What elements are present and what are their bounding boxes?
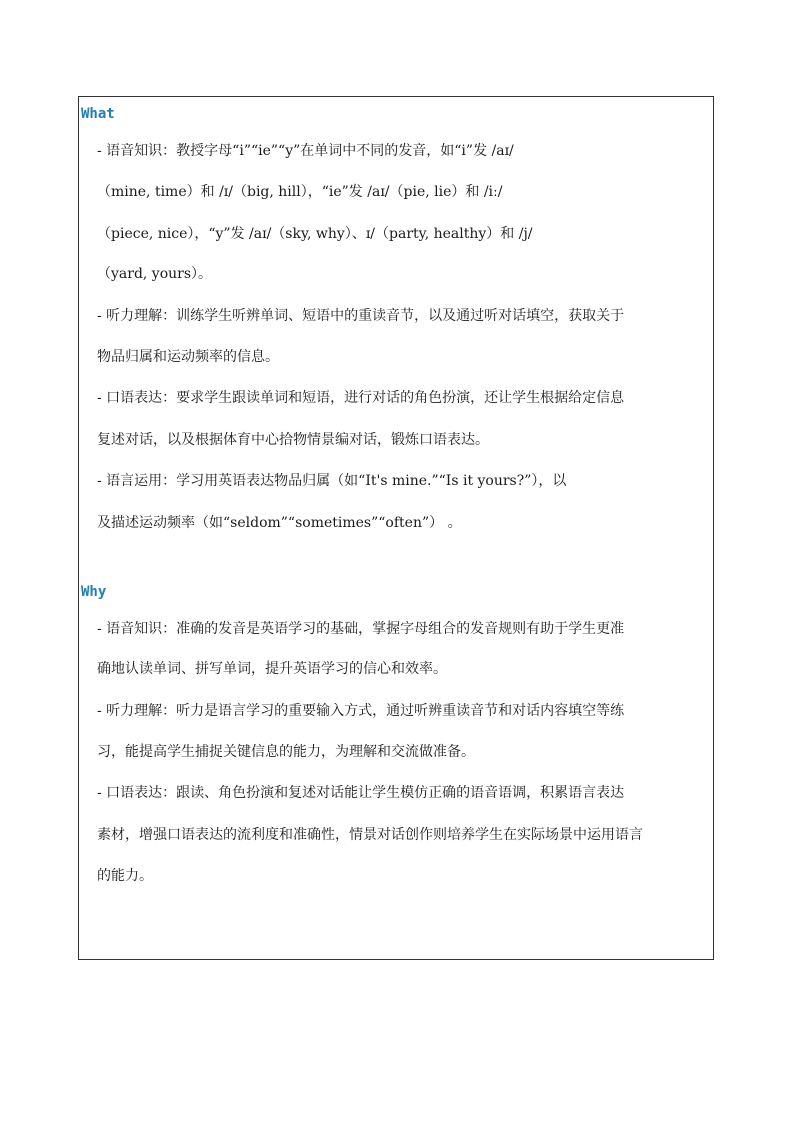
- what-line-8: 复述对话，以及根据体育中心拾物情景编对话，锻炼口语表达。: [97, 432, 489, 448]
- why-line-5: - 口语表达：跟读、角色扮演和复述对话能让学生模仿正确的语音语调，积累语言表达: [97, 785, 625, 801]
- why-line-6: 素材，增强口语表达的流利度和准确性，情景对话创作则培养学生在实际场景中运用语言: [97, 827, 643, 843]
- what-line-2: （mine, time）和 /ɪ/（big, hill），“ie”发 /aɪ/（pie, lie）和 /iː/: [97, 184, 503, 200]
- why-line-4: 习，能提高学生捕捉关键信息的能力，为理解和交流做准备。: [97, 744, 475, 760]
- what-line-6: 物品归属和运动频率的信息。: [97, 349, 279, 365]
- what-line-7: - 口语表达：要求学生跟读单词和短语，进行对话的角色扮演，还让学生根据给定信息: [97, 390, 625, 406]
- what-line-9: - 语言运用：学习用英语表达物品归属（如“It's mine.”“Is it yours?”），以: [97, 473, 567, 489]
- why-line-1: - 语音知识：准确的发音是英语学习的基础，掌握字母组合的发音规则有助于学生更准: [97, 621, 625, 637]
- why-line-7: 的能力。: [97, 868, 153, 884]
- what-line-4: （yard, yours）。: [97, 266, 213, 282]
- what-line-10: 及描述运动频率（如“seldom”“sometimes”“often”） 。: [97, 515, 462, 531]
- why-heading: Why: [81, 584, 107, 600]
- what-line-5: - 听力理解：训练学生听辨单词、短语中的重读音节，以及通过听对话填空，获取关于: [97, 308, 625, 324]
- what-line-1: - 语音知识：教授字母“i”“ie”“y”在单词中不同的发音，如“i”发 /aɪ/: [97, 143, 514, 159]
- content-frame: [78, 96, 714, 960]
- what-line-3: （piece, nice），“y”发 /aɪ/（sky, why）、ɪ/（party, healthy）和 /j/: [97, 226, 533, 242]
- what-heading: What: [81, 106, 115, 122]
- why-line-3: - 听力理解：听力是语言学习的重要输入方式，通过听辨重读音节和对话内容填空等练: [97, 703, 625, 719]
- why-line-2: 确地认读单词、拼写单词，提升英语学习的信心和效率。: [97, 661, 447, 677]
